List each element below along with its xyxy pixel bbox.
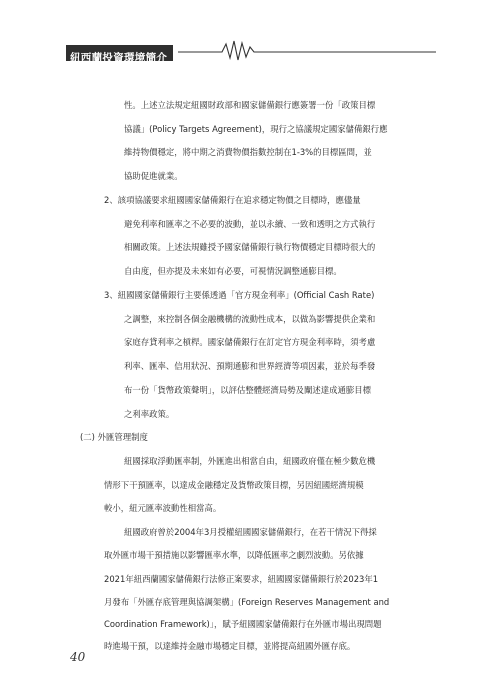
page-number: 40 [70, 650, 86, 664]
body-line: 利率、匯率、信用狀況、預期通膨和世界經濟等項因素，並於每季發 [124, 361, 376, 371]
body-line: 時進場干預，以達維持金融市場穩定目標，並將提高紐國外匯存底。 [104, 641, 356, 651]
body-line: 月發布「外匯存底管理與協調架構」(Foreign Reserves Management and [104, 597, 390, 607]
list-item-2: 2、該項協議要求紐國國家儲備銀行在追求穩定物價之目標時，應儘量 [104, 195, 361, 205]
body-line: 之調整，來控制各個金融機構的流動性成本，以做為影響提供企業和 [124, 314, 376, 324]
body-line: 協助促進就業。 [124, 171, 183, 181]
body-line: 紐國政府曾於2004年3月授權紐國國家儲備銀行，在若干情況下得採 [124, 527, 377, 537]
body-line: 情形下干預匯率，以達成金融穩定及貨幣政策目標，另因紐國經濟規模 [104, 480, 364, 490]
body-line: 協議」(Policy Targets Agreement)，現行之協議規定國家儲備銀行應 [124, 124, 388, 134]
header-title-bar [66, 45, 173, 64]
list-item-3: 3、紐國國家儲備銀行主要係透過「官方現金利率」(Official Cash Rate) [104, 290, 375, 300]
body-line: 家庭存貸利率之槓桿。國家儲備銀行在訂定官方現金利率時，須考慮 [124, 337, 376, 347]
body-line: 2021年紐西蘭國家儲備銀行法修正案要求，紐國國家儲備銀行於2023年1 [104, 574, 379, 584]
body-line: 自由度，但亦提及未來如有必要，可視情況調整通膨目標。 [124, 266, 342, 276]
header-title: 紐西蘭投資環境簡介 [70, 52, 168, 64]
header-wave-decoration [178, 38, 438, 62]
section-heading: (二) 外匯管理制度 [80, 432, 148, 442]
body-line: 維持物價穩定，將中期之消費物價指數控制在1-3%的目標區間，並 [124, 147, 372, 157]
body-line: Coordination Framework)」，賦予紐國國家儲備銀行在外匯市場出現問題 [104, 619, 382, 629]
body-line: 取外匯市場干預措施以影響匯率水準，以降低匯率之劇烈波動。另依據 [104, 550, 364, 560]
body-line: 較小，紐元匯率波動性相當高。 [104, 503, 222, 513]
body-line: 性。上述立法規定紐國財政部和國家儲備銀行應簽署一份「政策目標 [124, 100, 376, 110]
body-line: 布一份「貨幣政策聲明」，以評估整體經濟局勢及闡述達成通膨目標 [124, 385, 372, 395]
body-line: 之利率政策。 [124, 409, 175, 419]
body-line: 避免利率和匯率之不必要的波動，並以永續、一致和透明之方式執行 [124, 219, 376, 229]
body-line: 相關政策。上述法規雖授予國家儲備銀行執行物價穩定目標時很大的 [124, 242, 376, 252]
body-line: 紐國採取浮動匯率制，外匯進出相當自由，紐國政府僅在極少數危機 [124, 456, 376, 466]
